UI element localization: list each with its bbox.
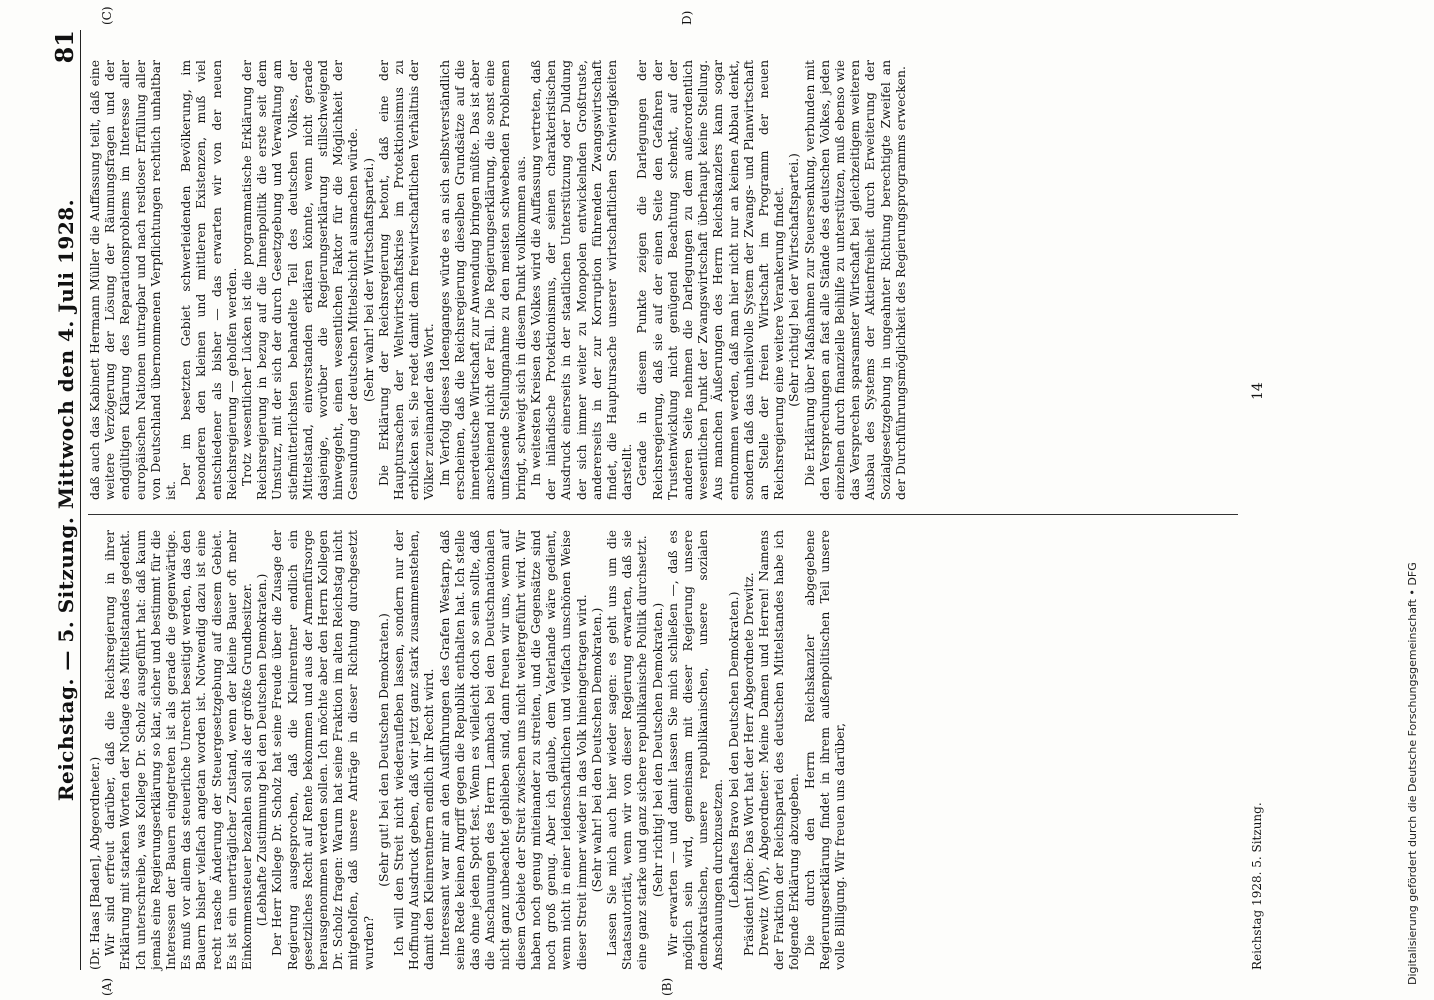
speaker-note: (Dr. Haas [Baden], Abgeordneter.) — [88, 756, 102, 970]
credit-strip — [1400, 0, 1434, 1000]
margin-mark-a: (A) — [100, 977, 114, 996]
paragraph: Trotz wesentlicher Lücken ist die programmatische Erklärung der Reichsregierung in bezug auf die Innenpolitik die erste seit dem Umsturz, mit der sich der durch Gesetzgebung und Verwaltung am stiefmütterlichsten behandelte Teil des deutschen Volkes, der Mittelstand, einverstanden erklären könnte, wenn nicht gerade dasjenige, worüber die Regierungserklärung stillschweigend hinweggeht, einen wesentlichen Faktor für die Möglichkeit der Gesundung der deutschen Mittelschicht ausmachen würde. — [240, 60, 361, 500]
paragraph: Der im besetzten Gebiet schwerleidenden Bevölkerung, im besonderen den kleinen und mittleren Existenzen, muß viel entschiedener als bisher — das erwarten wir von der neuen Reichsregierung — geholfen werden. — [179, 60, 239, 500]
paragraph: Wir erwarten — und damit lassen Sie mich schließen —, daß es möglich sein wird, gemeinsam mit dieser Regierung unsere demokratischen, unsere republikanischen, unsere sozialen Anschauungen durchzusetzen. — [665, 530, 726, 970]
paragraph: Lassen Sie mich auch hier wieder sagen: es geht uns um die Staatsautorität, wenn wir von dieser Regierung erwarten, daß sie eine ganz starke und ganz sichere republikanische Politik durchsetzt. — [604, 530, 650, 970]
paragraph: Die durch den Herrn Reichskanzler abgegebene Regierungserklärung findet in ihrem außenpolitischen Teil unsere volle Billigung. Wir freuen uns darüber, — [802, 530, 847, 970]
column-divider — [88, 514, 1238, 515]
footer-left: Reichstag 1928. 5. Sitzung. — [1250, 802, 1264, 970]
paragraph: Gerade in diesem Punkte zeigen die Darlegungen der Reichsregierung, daß sie auf der einen Seite den Gefahren der Trustentwicklung nicht genügend Beachtung schenkt, auf der anderen Seite nehmen die Darlegungen zu dem außerordentlich wesentlichen Punkt der Zwangswirtschaft überhaupt keine Stellung. Aus manchen Äußerungen des Herrn Reichskanzlers kann sogar entnommen werden, daß man hier nicht nur an keinen Abbau denkt, sondern daß das unheilvolle System der Zwangs- und Planwirtschaft an Stelle der freien Wirtschaft im Programm der neuen Reichsregierung eine weitere Verankerung findet. — [635, 60, 787, 500]
interjection: (Sehr wahr! bei der Wirtschaftspartei.) — [361, 158, 376, 403]
paragraph: In weitesten Kreisen des Volkes wird die Auffassung vertreten, daß der inländische Protektionismus, der seinen charakteristischen Ausdruck einerseits in der staatlichen Unterstützung oder Duldung der sich immer weiter zu Monopolen entwickelnden Großtruste, andererseits in der zur Korruption führenden Zwangswirtschaft findet, die Hauptursache unserer wirtschaftlichen Schwierigkeiten darstellt. — [528, 60, 635, 500]
interjection: (Lebhafte Zustimmung bei den Deutschen Demokraten.) — [255, 573, 270, 927]
margin-mark-c: (C) — [100, 6, 114, 25]
rotated-page-content — [40, 0, 1340, 1000]
left-column — [88, 530, 848, 970]
page-header — [46, 30, 81, 970]
interjection: (Lebhaftes Bravo bei den Deutschen Demokraten.) — [726, 591, 741, 909]
interjection: (Sehr gut! bei den Deutschen Demokraten.) — [376, 613, 391, 887]
interjection: (Sehr richtig! bei den Deutschen Demokraten.) — [650, 602, 665, 898]
page-title: Reichstag. — 5. Sitzung. Mittwoch den 4. Juli 1928. — [54, 198, 78, 802]
interjection: (Sehr wahr! bei den Deutschen Demokraten.) — [589, 607, 604, 893]
paragraph: Die Erklärung der Reichsregierung betont, daß eine der Hauptursachen der Weltwirtschaftskrise im Protektionismus zu erblicken sei. Sie redet damit dem freiwirtschaftlichen Verhältnis der Völker zueinander das Wort. — [376, 60, 437, 500]
paragraph: Präsident Löbe: Das Wort hat der Herr Abgeordnete Drewitz. — [741, 572, 756, 956]
paragraph: Der Herr Kollege Dr. Scholz hat seine Freude über die Zusage der Regierung ausgesprochen, daß die Kleinrentner endlich ein gesetzliches Recht auf Rente bekommen und aus der Armenfürsorge herausgenommen werden sollen. Ich möchte aber den Herrn Kollegen Dr. Scholz fragen: Warum hat seine Fraktion im alten Reichstag nicht mitgeholfen, daß unsere Anträge in dieser Richtung durchgesetzt wurden? — [270, 530, 376, 970]
footer-right: 14 — [1250, 382, 1266, 400]
right-column — [88, 60, 909, 500]
paragraph: Im Verfolg dieses Ideenganges würde es an sich selbstverständlich erscheinen, daß die Reichsregierung dieselben Grundsätze auf die innerdeutsche Wirtschaft zur Anwendung bringen müßte. Das ist aber anscheinend nicht der Fall. Die Regierungserklärung, die sonst eine umfassende Stellungnahme zu den meisten schwebenden Problemen bringt, schweigt sich in diesem Punkt vollkommen aus. — [437, 60, 528, 500]
paragraph: Interessant war mir an den Ausführungen des Grafen Westarp, daß seine Rede keinen Angriff gegen die Republik enthalten hat. Ich stelle das ohne jeden Spott fest. Wenn es vielleicht doch so sein sollte, daß die Anschauungen des Herrn Lambach bei den Deutschnationalen nicht ganz unbeachtet geblieben sind, dann freuen wir uns, wenn auf diesem Gebiete der Streit zwischen uns nicht weitergeführt wird. Wir haben noch genug miteinander zu streiten, und die Gegensätze sind noch groß genug. Aber ich glaube, dem Vaterlande wäre gedient, wenn nicht in einer leidenschaftlichen und vielfach unschönen Weise dieser Streit immer wieder in das Volk hineingetragen wird. — [437, 530, 589, 970]
margin-mark-b: (B) — [660, 977, 674, 996]
interjection: (Sehr richtig! bei der Wirtschaftspartei.) — [787, 153, 802, 407]
paragraph: Wir sind erfreut darüber, daß die Reichsregierung in ihrer Erklärung mit starken Worten der Notlage des Mittelstandes gedenkt. Ich unterschreibe, was Kollege Dr. Scholz ausgeführt hat: daß kaum jemals eine Regierungserklärung so klar, sicher und bestimmt für die Interessen der Bauern eingetreten ist als gerade die gegenwärtige. Es muß vor allem das steuerliche Unrecht beseitigt werden, das den Bauern bisher vielfach angetan worden ist. Notwendig dazu ist eine recht rasche Änderung der Steuergesetzgebung auf diesem Gebiet. Es ist ein unerträglicher Zustand, wenn der kleine Bauer oft mehr Einkommensteuer bezahlen soll als der größte Grundbesitzer. — [103, 530, 255, 970]
credit-text: Digitalisierung gefördert durch die Deutsche Forschungsgemeinschaft • DFG — [1406, 562, 1419, 985]
paragraph: Ich will den Streit nicht wiederaufleben lassen, sondern nur der Hoffnung Ausdruck geben, daß wir jetzt ganz stark zusammenstehen, damit den Kleinrentnern endlich ihr Recht wird. — [392, 530, 437, 970]
paragraph: daß auch das Kabinett Hermann Müller die Auffassung teilt, daß eine weitere Verzögerung der Lösung der Räumungsfragen und der endgültigen Klärung des Reparationsproblems im Interesse aller europäischen Nationen untragbar und nach restloser Erfüllung aller von Deutschland übernommenen Verpflichtungen rechtlich unhaltbar ist. — [88, 60, 179, 500]
paragraph: Drewitz (WP), Abgeordneter: Meine Damen und Herren! Namens der Fraktion der Reichspartei des deutschen Mittelstandes habe ich folgende Erklärung abzugeben. — [756, 530, 802, 970]
page-number: 81 — [50, 30, 79, 64]
paragraph: Die Erklärung über Maßnahmen zur Steuersenkung, verbunden mit den Versprechungen an fast alle Stände des deutschen Volkes, jeden einzelnen durch finanzielle Beihilfe zu unterstützen, muß ebenso wie das Versprechen sparsamster Wirtschaft bei gleichzeitigem weiteren Ausbau des Systems der Aktienfreiheit durch Erweiterung der Sozialgesetzgebung in ungeahnter Richtung berechtigte Zweifel an der Durchführungsmöglichkeit des Regierungsprogramms erwecken. — [802, 60, 908, 500]
margin-mark-d: D) — [680, 10, 694, 25]
